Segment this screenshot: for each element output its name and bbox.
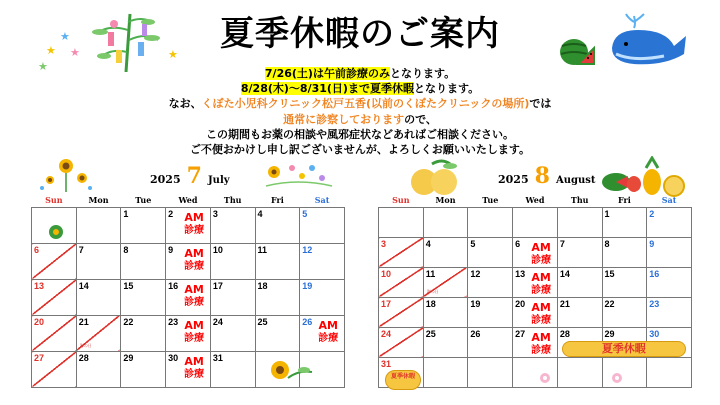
am-clinic-label: AM 診療 (184, 354, 205, 380)
day-number: 22 (123, 316, 134, 327)
day-number: 11 (425, 268, 436, 279)
day-number: 19 (302, 280, 313, 291)
day-cell (300, 207, 345, 243)
day-cell (121, 351, 166, 387)
empty-day-cell (423, 357, 468, 387)
day-cell (32, 243, 77, 279)
weekday-header: Thu (223, 194, 242, 205)
day-cell (513, 327, 558, 357)
day-number: 6 (515, 238, 521, 249)
star-icon: ★ (38, 60, 48, 73)
day-cell (166, 243, 211, 279)
day-cell (32, 279, 77, 315)
day-number: 24 (212, 316, 223, 327)
day-cell (647, 207, 692, 237)
am-clinic-label: AM 診療 (531, 330, 552, 356)
day-number: 15 (604, 268, 615, 279)
weekday-header: Mon (435, 194, 456, 205)
empty-day-cell (255, 351, 300, 387)
day-number: 3 (381, 238, 387, 249)
day-number: 18 (425, 298, 436, 309)
day-number: 5 (302, 208, 308, 219)
weekday-header: Wed (525, 194, 545, 205)
day-cell (166, 279, 211, 315)
holiday-note: 海の日 (79, 342, 92, 348)
day-cell (300, 279, 345, 315)
day-cell (647, 297, 692, 327)
day-number: 20 (34, 316, 45, 327)
day-number: 2 (649, 208, 655, 219)
day-cell (166, 315, 211, 351)
day-cell (423, 237, 468, 267)
day-cell (255, 279, 300, 315)
calendar-week-row (379, 297, 692, 327)
day-cell (76, 243, 121, 279)
day-cell (602, 267, 647, 297)
clinic-name: くぼた小児科クリニック松戸五香(以前のくぼたクリニックの場所) (201, 97, 530, 111)
day-number: 27 (34, 352, 45, 363)
empty-day-cell (300, 351, 345, 387)
star-icon: ★ (168, 48, 178, 61)
day-cell (121, 243, 166, 279)
calendar-week-row (379, 327, 692, 357)
day-number: 21 (559, 298, 570, 309)
calendar-week-row (32, 351, 345, 387)
sunflower-icon (46, 222, 66, 242)
day-number: 12 (470, 268, 481, 279)
day-number: 13 (34, 280, 45, 291)
weekday-header: Sat (314, 194, 330, 205)
day-number: 29 (604, 328, 615, 339)
day-number: 10 (212, 244, 223, 255)
day-cell (379, 357, 424, 387)
day-number: 26 (302, 316, 313, 327)
day-cell (121, 207, 166, 243)
weekday-header: Wed (178, 194, 198, 205)
day-cell (647, 237, 692, 267)
am-clinic-label: AM 診療 (318, 318, 339, 344)
day-number: 12 (302, 244, 313, 255)
notice-highlight-am: 7/26(土)は午前診療のみ (264, 67, 390, 80)
calendar-week-row (379, 207, 692, 237)
day-number: 9 (168, 244, 174, 255)
empty-day-cell (423, 207, 468, 237)
august-calendar-header: 2025 8 August (498, 163, 596, 189)
am-clinic-label: AM 診療 (531, 270, 552, 296)
day-cell (379, 327, 424, 357)
day-number: 9 (649, 238, 655, 249)
day-cell (210, 279, 255, 315)
day-number: 16 (168, 280, 179, 291)
day-number: 7 (559, 238, 565, 249)
day-cell (166, 351, 211, 387)
day-cell (647, 267, 692, 297)
am-clinic-label: AM 診療 (184, 318, 205, 344)
day-number: 31 (212, 352, 223, 363)
day-cell (423, 327, 468, 357)
am-clinic-label: AM 診療 (184, 282, 205, 308)
day-number: 8 (604, 238, 610, 249)
day-number: 14 (78, 280, 89, 291)
july-calendar (31, 193, 345, 388)
empty-day-cell (379, 207, 424, 237)
day-cell (602, 297, 647, 327)
day-number: 7 (78, 244, 84, 255)
notice-text: 7/26(土)は午前診療のみとなります。 8/28(木)〜8/31(日)まで夏季休暇となります。 なお、くぼた小児科クリニック松戸五香(以前のくぼたクリニックの場所)では 通常に診察しておりますので、 この期間もお薬の相談や風邪症状などあればご相談ください。 ご不便おかけし申し訳ございませんが、よろしくお願いいたします。 (168, 67, 552, 157)
empty-day-cell (468, 207, 513, 237)
day-cell (468, 327, 513, 357)
empty-day-cell (602, 357, 647, 387)
day-cell (557, 297, 602, 327)
day-cell (76, 279, 121, 315)
flower-icon (539, 372, 551, 384)
calendar-week-row (32, 315, 345, 351)
day-cell (379, 297, 424, 327)
am-clinic-label: AM 診療 (531, 240, 552, 266)
calendar-week-row (379, 237, 692, 267)
day-cell (300, 315, 345, 351)
am-clinic-label: AM 診療 (184, 210, 205, 236)
star-icon: ★ (46, 44, 56, 57)
weekday-header: Sun (392, 194, 410, 205)
empty-day-cell (557, 357, 602, 387)
summer-holiday-badge-small: 夏季休暇 (385, 370, 421, 390)
holiday-note: 海の日 (426, 288, 439, 294)
summer-holiday-badge: 夏季休暇 (562, 341, 686, 357)
morning-glory-icon (262, 160, 334, 190)
day-number: 1 (604, 208, 610, 219)
day-cell (513, 237, 558, 267)
weekday-header: Sun (45, 194, 63, 205)
day-cell (513, 297, 558, 327)
day-number: 2 (168, 208, 174, 219)
day-number: 10 (381, 268, 392, 279)
day-number: 18 (257, 280, 268, 291)
day-cell (121, 279, 166, 315)
weekday-header: Tue (482, 194, 499, 205)
notice-highlight-holiday: 8/28(木)〜8/31(日)まで夏季休暇 (240, 82, 414, 96)
empty-day-cell (647, 357, 692, 387)
empty-day-cell (513, 207, 558, 237)
day-number: 30 (168, 352, 179, 363)
day-number: 30 (649, 328, 660, 339)
day-number: 6 (34, 244, 40, 255)
august-calendar (378, 193, 692, 388)
day-cell (166, 207, 211, 243)
weekday-header: Mon (88, 194, 109, 205)
day-number: 19 (470, 298, 481, 309)
weekday-header: Tue (135, 194, 152, 205)
day-cell (255, 243, 300, 279)
day-cell (602, 237, 647, 267)
day-cell (602, 207, 647, 237)
day-number: 28 (78, 352, 89, 363)
day-number: 13 (515, 268, 526, 279)
day-number: 4 (425, 238, 431, 249)
calendar-week-row (379, 267, 692, 297)
star-icon: ★ (60, 30, 70, 43)
empty-day-cell (557, 207, 602, 237)
day-cell (513, 267, 558, 297)
day-cell (32, 351, 77, 387)
day-number: 4 (257, 208, 263, 219)
day-number: 25 (257, 316, 268, 327)
calendar-week-row (32, 207, 345, 243)
day-number: 25 (425, 328, 436, 339)
day-number: 16 (649, 268, 660, 279)
sunflower-icon (36, 154, 96, 194)
day-cell (468, 267, 513, 297)
day-number: 21 (78, 316, 89, 327)
am-clinic-label: AM 診療 (184, 246, 205, 272)
day-cell (210, 207, 255, 243)
day-number: 31 (381, 358, 392, 369)
empty-day-cell (32, 207, 77, 243)
weekday-header: Sat (661, 194, 677, 205)
day-number: 24 (381, 328, 392, 339)
day-number: 17 (381, 298, 392, 309)
empty-day-cell (513, 357, 558, 387)
day-number: 27 (515, 328, 526, 339)
day-number: 26 (470, 328, 481, 339)
day-cell (32, 315, 77, 351)
day-cell (121, 315, 166, 351)
page-title: 夏季休暇のご案内 (220, 14, 500, 54)
day-number: 3 (212, 208, 218, 219)
day-cell (423, 297, 468, 327)
weekday-header: Fri (270, 194, 284, 205)
day-cell (557, 267, 602, 297)
flower-icon (611, 372, 623, 384)
tanabata-bamboo-icon (86, 10, 166, 72)
day-number: 5 (470, 238, 476, 249)
day-number: 22 (604, 298, 615, 309)
day-cell (423, 267, 468, 297)
day-cell (300, 243, 345, 279)
day-number: 23 (649, 298, 660, 309)
day-number: 28 (559, 328, 570, 339)
day-number: 15 (123, 280, 134, 291)
day-cell (255, 315, 300, 351)
am-clinic-label: AM 診療 (531, 300, 552, 326)
day-cell (468, 237, 513, 267)
day-number: 1 (123, 208, 129, 219)
watermelon-icon (556, 34, 596, 68)
day-number: 17 (212, 280, 223, 291)
empty-day-cell (468, 357, 513, 387)
calendar-week-row (32, 279, 345, 315)
tropical-fruit-icon (600, 156, 690, 198)
weekday-header: Fri (617, 194, 631, 205)
day-cell (76, 351, 121, 387)
day-number: 14 (559, 268, 570, 279)
day-cell (468, 297, 513, 327)
day-cell (379, 237, 424, 267)
calendar-week-row (379, 357, 692, 387)
day-cell (210, 243, 255, 279)
day-cell (210, 351, 255, 387)
july-calendar-header: 2025 7 July (150, 163, 230, 189)
day-number: 29 (123, 352, 134, 363)
day-cell (255, 207, 300, 243)
day-number: 20 (515, 298, 526, 309)
day-cell (379, 267, 424, 297)
whale-icon (604, 12, 688, 68)
star-icon: ★ (70, 46, 80, 59)
day-number: 23 (168, 316, 179, 327)
day-cell (557, 237, 602, 267)
calendar-week-row (32, 243, 345, 279)
empty-day-cell (76, 207, 121, 243)
day-cell (76, 315, 121, 351)
weekday-header: Thu (570, 194, 589, 205)
day-cell (210, 315, 255, 351)
day-number: 11 (257, 244, 268, 255)
day-number: 8 (123, 244, 129, 255)
